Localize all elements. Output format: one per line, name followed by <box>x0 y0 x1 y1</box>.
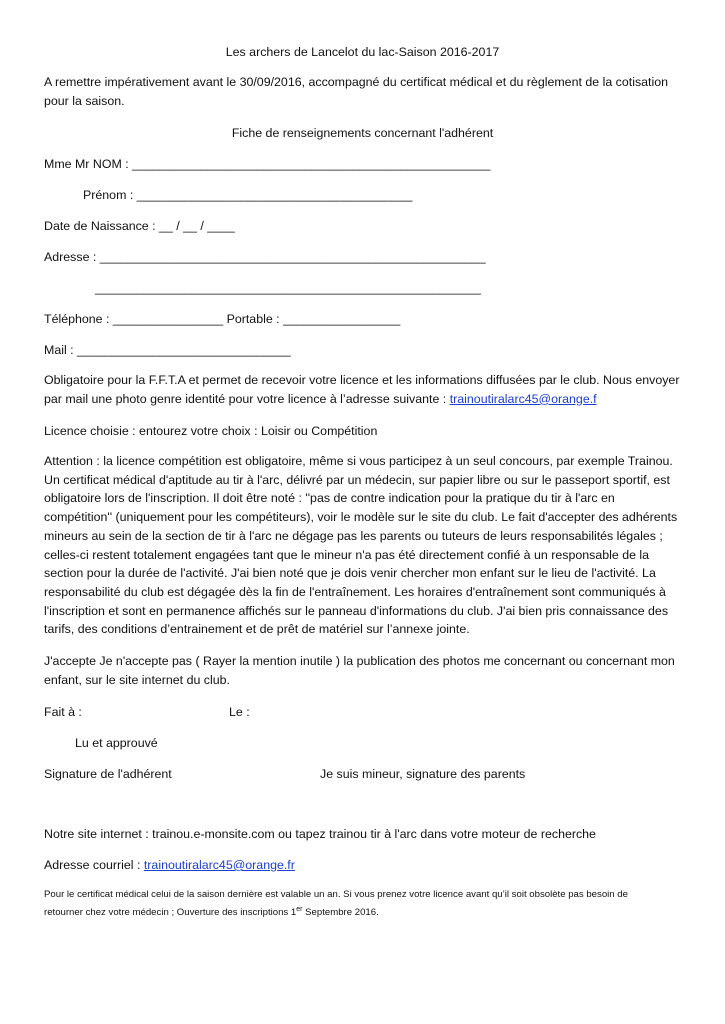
field-adresse-line-2[interactable]: ________________________________________________________ <box>95 281 481 295</box>
attention-line: Un certificat médical d'aptitude au tir à l'arc, délivré par un médecin, sur papier libre ou sur le passeport sportif, est <box>44 472 670 487</box>
email-link-footer[interactable]: trainoutiralarc45@orange.fr <box>143 858 295 872</box>
attention-paragraph <box>44 452 684 639</box>
intro-line-2: pour la saison. <box>44 93 125 108</box>
field-date-naissance[interactable]: Date de Naissance : __ / __ / ____ <box>44 219 235 233</box>
website-line: Notre site internet : trainou.e-monsite.com ou tapez trainou tir à l'arc dans votre moteur de recherche <box>44 827 596 841</box>
field-adresse[interactable]: Adresse : ________________________________________________________ <box>44 250 486 264</box>
intro-line-1: A remettre impérativement avant le 30/09/2016, accompagné du certificat médical et du règlement de la cotisation <box>44 75 669 89</box>
field-telephone[interactable]: Téléphone : ________________ Portable : _________________ <box>44 312 401 326</box>
fait-a-label: Fait à : <box>44 705 82 719</box>
le-label: Le : <box>229 705 250 719</box>
attention-line: celles-ci restent totalement engagées tant que le mineur n'a pas été directement confié à un responsable de la <box>44 547 650 562</box>
field-prenom[interactable]: Prénom : ________________________________________ <box>83 188 413 202</box>
attention-line: Attention : la licence compétition est obligatoire, même si vous participez à un seul concours, par exemple Trainou. <box>44 454 673 468</box>
signature-parents-label: Je suis mineur, signature des parents <box>320 767 526 781</box>
field-mail[interactable]: Mail : _______________________________ <box>44 343 291 357</box>
attention-line: mineurs au sein de la section de tir à l'arc ne dégage pas les parents ou tuteurs de leurs responsabilités légales ; <box>44 528 663 543</box>
intro-paragraph <box>44 73 684 110</box>
footnote-line-1: Pour le certificat médical celui de la saison dernière est valable un an. Si vous prenez votre licence avant qu’il soit obsolète pas besoin de <box>44 889 628 900</box>
signature-adherent-label: Signature de l'adhérent <box>44 767 172 781</box>
email-line: Adresse courriel : trainoutiralarc45@orange.fr <box>44 858 295 872</box>
email-link[interactable]: trainoutiralarc45@orange.f <box>449 391 597 406</box>
ffta-line-2: par mail une photo genre identité pour votre licence à l’adresse suivante : trainoutiralarc45@orange.f <box>44 391 597 406</box>
footnote-line-2: retourner chez votre médecin ; Ouverture des inscriptions 1er Septembre 2016. <box>44 906 379 918</box>
photo-consent-line-1: J'accepte Je n'accepte pas ( Rayer la mention inutile ) la publication des photos me concernant ou concernant mon <box>44 654 675 668</box>
attention-line: compétition'' (uniquement pour les compétiteurs), voir le modèle sur le site du club. Le fait d'accepter des adhérents <box>44 510 678 525</box>
attention-line: l'inscription et sont en permanence affichés sur le panneau d'informations du club. J'ai bien pris connaissance des <box>44 603 669 618</box>
attention-line: responsabilité du club est dégagée dès la fin de l'entraînement. Les horaires d'entraînement sont communiqués à <box>44 584 666 599</box>
document-title: Les archers de Lancelot du lac-Saison 2016-2017 <box>225 45 500 59</box>
lu-et-approuve: Lu et approuvé <box>75 736 158 750</box>
attention-line: obligatoire lors de l'inscription. Il doit être noté : ''pas de contre indication pour la pratique du tir à l'arc en <box>44 491 615 506</box>
field-nom[interactable]: Mme Mr NOM : ____________________________________________________ <box>44 157 491 171</box>
photo-consent-paragraph <box>44 652 684 689</box>
licence-choice: Licence choisie : entourez votre choix : Loisir ou Compétition <box>44 424 378 438</box>
photo-consent-line-2: enfant, sur le site internet du club. <box>44 672 230 687</box>
ffta-paragraph <box>44 371 684 408</box>
ffta-line-1: Obligatoire pour la F.F.T.A et permet de recevoir votre licence et les informations diffusées par le club. Nous envoyer <box>44 373 680 387</box>
form-subtitle: Fiche de renseignements concernant l'adhérent <box>231 126 494 140</box>
attention-line: section pour la durée de l'activité. J'ai bien noté que je dois venir chercher mon enfant sur le lieu de l'activité. La <box>44 566 656 581</box>
attention-line: tarifs, des conditions d’entrainement et de prêt de matériel sur l’annexe jointe. <box>44 622 470 637</box>
